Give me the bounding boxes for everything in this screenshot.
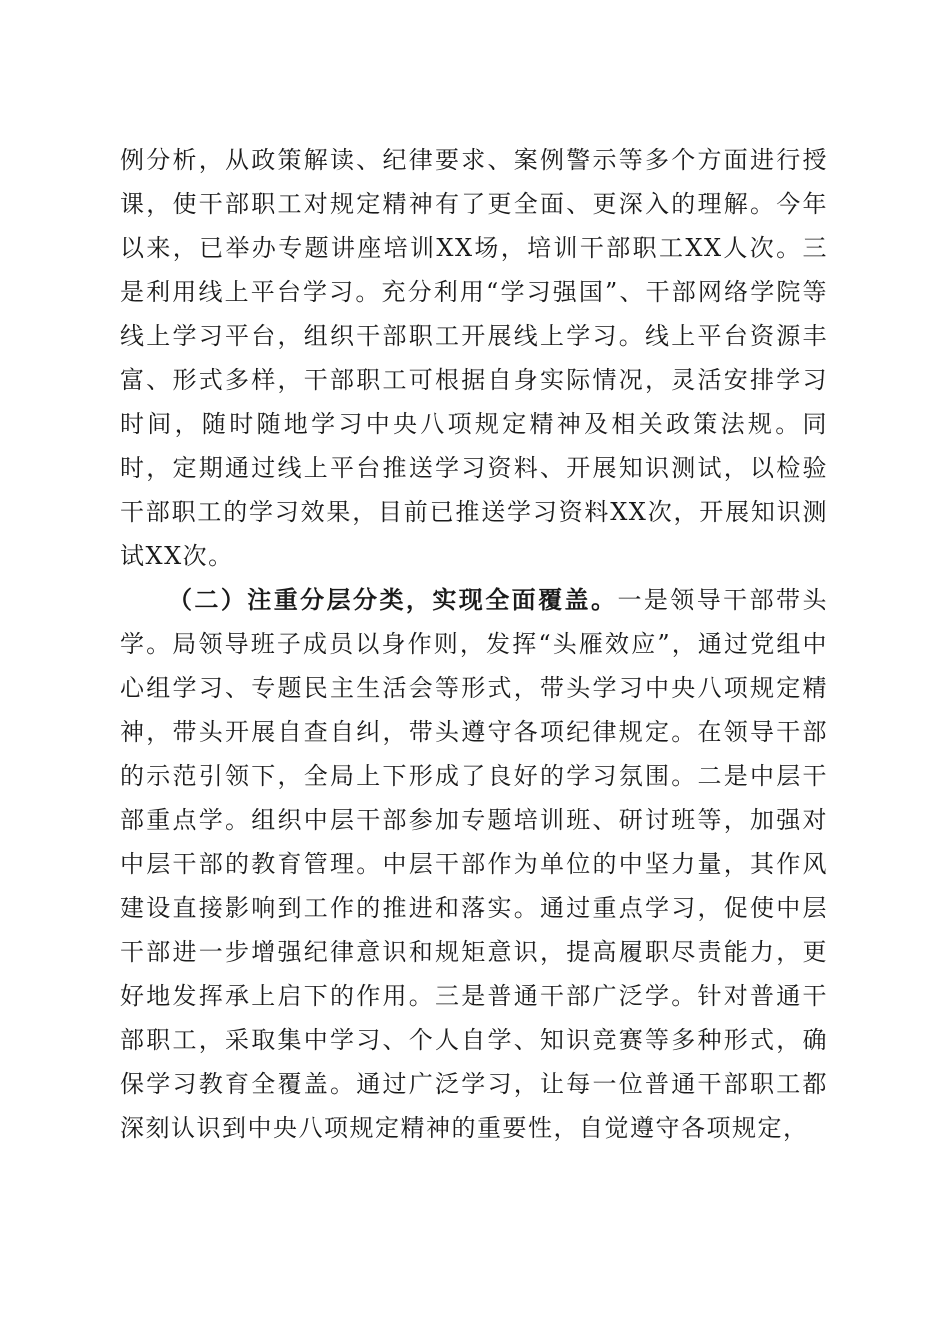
paragraph-2-heading: （二）注重分层分类，实现全面覆盖。 [168,585,618,614]
paragraph-1-text: 例分析，从政策解读、纪律要求、案例警示等多个方面进行授课，使干部职工对规定精神有了更全面、更深入的理解。今年以来，已举办专题讲座培训XX场，培训干部职工XX人次。三是利用线上平台学习。充分利用“学习强国”、干部网络学院等线上学习平台，组织干部职工开展线上学习。线上平台资源丰富、形式多样，干部职工可根据自身实际情况，灵活安排学习时间，随时随地学习中央八项规定精神及相关政策法规。同时，定期通过线上平台推送学习资料、开展知识测试，以检验干部职工的学习效果，目前已推送学习资料XX次，开展知识测试XX次。 [120,146,828,570]
paragraph-2 [120,578,828,1150]
paragraph-2-text: 一是领导干部带头学。局领导班子成员以身作则，发挥“头雁效应”，通过党组中心组学习、专题民主生活会等形式，带头学习中央八项规定精神，带头开展自查自纠，带头遵守各项纪律规定。在领导干部的示范引领下，全局上下形成了良好的学习氛围。二是中层干部重点学。组织中层干部参加专题培训班、研讨班等，加强对中层干部的教育管理。中层干部作为单位的中坚力量，其作风建设直接影响到工作的推进和落实。通过重点学习，促使中层干部进一步增强纪律意识和规矩意识，提高履职尽责能力，更好地发挥承上启下的作用。三是普通干部广泛学。针对普通干部职工，采取集中学习、个人自学、知识竞赛等多种形式，确保学习教育全覆盖。通过广泛学习，让每一位普通干部职工都深刻认识到中央八项规定精神的重要性，自觉遵守各项规定， [120,586,828,1142]
paragraph-1 [120,138,828,578]
document-body [120,138,828,1150]
